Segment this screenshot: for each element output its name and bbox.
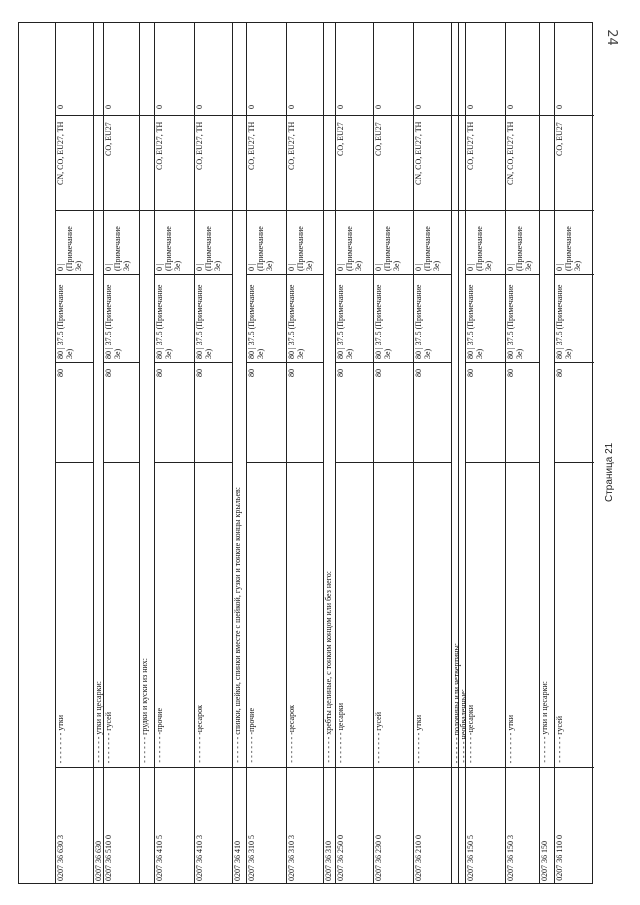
- table-row: [232, 23, 246, 883]
- cell-text-code: 0207 36 150 3: [506, 835, 515, 881]
- cell-desc: [247, 462, 286, 767]
- table-row: [194, 23, 232, 883]
- table-row: [323, 23, 335, 883]
- cell-text-base: 80: [195, 369, 204, 377]
- cell-desc: [466, 462, 505, 767]
- cell-text-origin: CO, EU27, TH: [287, 122, 296, 171]
- cell-desc: [336, 462, 373, 767]
- cell-text-code: 0207 36 110 0: [555, 835, 564, 881]
- cell-text-base: 80: [104, 369, 113, 377]
- cell-last: [104, 23, 139, 115]
- table-row: [103, 23, 139, 883]
- cell-last: [140, 23, 154, 115]
- cell-code: [374, 767, 413, 885]
- cell-rate: [506, 274, 539, 362]
- cell-last: [555, 23, 594, 115]
- cell-origin: [555, 115, 594, 210]
- table-row: [451, 23, 461, 883]
- cell-text-origin: CO, EU27: [336, 122, 345, 156]
- cell-desc: [324, 210, 335, 767]
- cell-desc: [506, 462, 539, 767]
- cell-last: [287, 23, 323, 115]
- cell-text-base: 80: [336, 369, 345, 377]
- cell-zero: [555, 210, 594, 274]
- cell-base: [287, 362, 323, 462]
- cell-text-rate: 80 | 37.5 (Примечание 3е): [56, 284, 74, 359]
- tariff-table: [18, 22, 593, 884]
- cell-desc: [155, 462, 194, 767]
- cell-text-origin: [540, 122, 554, 207]
- cell-text-desc: - - - - - - - утки: [56, 714, 65, 763]
- cell-code: [336, 767, 373, 885]
- cell-code: [555, 767, 594, 885]
- table-row: [554, 23, 594, 883]
- cell-text-rate: 80 | 37.5 (Примечание 3е): [195, 284, 213, 359]
- cell-text-code: 0207 36 150 5: [466, 835, 475, 881]
- cell-origin: [540, 115, 554, 210]
- cell-origin: [140, 115, 154, 210]
- cell-text-zero: 0 | (Примечание 3е): [104, 226, 131, 271]
- cell-origin: [233, 115, 246, 210]
- cell-text-base: 80: [414, 369, 423, 377]
- cell-origin: [94, 115, 103, 210]
- cell-origin: [374, 115, 413, 210]
- cell-text-desc: - - - - - - - утки: [414, 714, 423, 763]
- cell-text-last: 0: [374, 105, 383, 109]
- cell-rate: [466, 274, 505, 362]
- cell-rate: [247, 274, 286, 362]
- cell-last: [540, 23, 554, 115]
- cell-text-last: 0: [414, 105, 423, 109]
- cell-origin: [414, 115, 451, 210]
- cell-last: [414, 23, 451, 115]
- cell-rate: [287, 274, 323, 362]
- cell-origin: [104, 115, 139, 210]
- table-row: [539, 23, 554, 883]
- cell-desc: [140, 210, 154, 767]
- table-row: [465, 23, 505, 883]
- cell-code: [233, 767, 246, 885]
- cell-text-base: 80: [466, 369, 475, 377]
- cell-text-last: [324, 29, 335, 109]
- cell-base: [56, 362, 93, 462]
- cell-code: [459, 767, 465, 885]
- cell-text-origin: CO, EU27, TH: [247, 122, 256, 171]
- cell-text-base: 80: [374, 369, 383, 377]
- cell-code: [466, 767, 505, 885]
- cell-code: [104, 767, 139, 885]
- cell-last: [452, 23, 458, 115]
- cell-code: [540, 767, 554, 885]
- cell-text-desc: - - - - - - половины или четвертины:: [452, 642, 461, 763]
- cell-text-desc: - - - - - необваленные:: [459, 689, 468, 763]
- cell-rate: [414, 274, 451, 362]
- cell-base: [195, 362, 232, 462]
- cell-code: [414, 767, 451, 885]
- cell-last: [94, 23, 103, 115]
- cell-text-code: 0207 36 150: [540, 841, 549, 881]
- cell-text-zero: 0 | (Примечание 3е): [374, 226, 401, 271]
- cell-text-rate: 80 | 37.5 (Примечание 3е): [555, 284, 573, 359]
- cell-text-origin: [452, 122, 458, 207]
- cell-text-origin: [459, 122, 465, 207]
- cell-text-base: 80: [555, 369, 564, 377]
- cell-last: [459, 23, 465, 115]
- cell-text-last: 0: [336, 105, 345, 109]
- table-row: [286, 23, 323, 883]
- table-row: [139, 23, 154, 883]
- cell-base: [155, 362, 194, 462]
- cell-text-desc: - - - - - - -цесарок: [287, 705, 296, 763]
- cell-base: [336, 362, 373, 462]
- cell-code: [287, 767, 323, 885]
- cell-last: [195, 23, 232, 115]
- cell-text-zero: 0 | (Примечание 3е): [56, 226, 83, 271]
- cell-text-last: 0: [195, 105, 204, 109]
- cell-text-last: [140, 29, 154, 109]
- cell-text-zero: 0 | (Примечание 3е): [155, 226, 182, 271]
- handwritten-page-number: 24: [603, 29, 619, 46]
- cell-base: [104, 362, 139, 462]
- cell-text-zero: 0 | (Примечание 3е): [414, 226, 441, 271]
- cell-last: [336, 23, 373, 115]
- cell-rate: [195, 274, 232, 362]
- cell-text-desc: - - - - - - - цесарки: [336, 702, 345, 763]
- cell-rate: [555, 274, 594, 362]
- cell-text-origin: CN, CO, EU27, TH: [56, 122, 65, 186]
- cell-last: [233, 23, 246, 115]
- cell-text-origin: CO, EU27: [374, 122, 383, 156]
- cell-rate: [104, 274, 139, 362]
- cell-text-rate: 80 | 37.5 (Примечание 3е): [374, 284, 392, 359]
- cell-code: [140, 767, 154, 885]
- cell-text-desc: - - - - - - - гусей: [374, 711, 383, 763]
- cell-text-zero: 0 | (Примечание 3е): [555, 226, 582, 271]
- cell-text-origin: CN, CO, EU27, TH: [506, 122, 515, 186]
- cell-zero: [414, 210, 451, 274]
- cell-code: [195, 767, 232, 885]
- cell-text-last: 0: [287, 105, 296, 109]
- cell-text-code: 0207 36 250 0: [336, 835, 345, 881]
- cell-text-zero: 0 | (Примечание 3е): [195, 226, 222, 271]
- cell-text-code: 0207 36 230 0: [374, 835, 383, 881]
- cell-zero: [506, 210, 539, 274]
- cell-text-desc: - - - - - - спинки, шейки, спинки вместе с шейкой, гузки и тонкие концы крыльев:: [233, 487, 242, 763]
- cell-text-origin: [233, 122, 246, 207]
- cell-text-origin: CO, EU27: [104, 122, 113, 156]
- cell-text-origin: [140, 122, 154, 207]
- table-row: [55, 23, 93, 883]
- cell-zero: [195, 210, 232, 274]
- cell-origin: [336, 115, 373, 210]
- cell-text-code: 0207 36 410: [233, 841, 242, 881]
- cell-rate: [56, 274, 93, 362]
- cell-last: [247, 23, 286, 115]
- cell-text-desc: - - - - - - -прочие: [247, 708, 256, 763]
- cell-desc: [414, 462, 451, 767]
- cell-text-origin: [324, 122, 335, 207]
- cell-text-last: 0: [506, 105, 515, 109]
- cell-text-zero: 0 | (Примечание 3е): [466, 226, 493, 271]
- cell-text-origin: CO, EU27, TH: [195, 122, 204, 171]
- cell-text-origin: CN, CO, EU27, TH: [414, 122, 423, 186]
- cell-text-code: 0207 36 310: [324, 841, 333, 881]
- cell-desc: [287, 462, 323, 767]
- cell-origin: [155, 115, 194, 210]
- cell-code: [155, 767, 194, 885]
- cell-origin: [195, 115, 232, 210]
- table-row: [373, 23, 413, 883]
- cell-text-last: 0: [155, 105, 164, 109]
- cell-text-code: 0207 36 630 3: [56, 835, 65, 881]
- cell-text-last: [94, 29, 103, 109]
- cell-text-last: [233, 29, 246, 109]
- cell-text-code: 0207 36 410 3: [195, 835, 204, 881]
- cell-desc: [56, 462, 93, 767]
- cell-origin: [324, 115, 335, 210]
- cell-text-origin: [94, 122, 103, 207]
- cell-text-code: 0207 36 410 5: [155, 835, 164, 881]
- cell-code: [247, 767, 286, 885]
- cell-text-zero: 0 | (Примечание 3е): [247, 226, 274, 271]
- cell-text-origin: CO, EU27: [555, 122, 564, 156]
- cell-origin: [287, 115, 323, 210]
- cell-origin: [247, 115, 286, 210]
- cell-text-base: 80: [155, 369, 164, 377]
- cell-code: [56, 767, 93, 885]
- cell-last: [155, 23, 194, 115]
- cell-zero: [287, 210, 323, 274]
- cell-text-desc: - - - - - - - гусей: [104, 711, 113, 763]
- cell-text-code: 0207 36 210 0: [414, 835, 423, 881]
- cell-zero: [104, 210, 139, 274]
- cell-zero: [336, 210, 373, 274]
- cell-zero: [466, 210, 505, 274]
- cell-last: [374, 23, 413, 115]
- cell-origin: [56, 115, 93, 210]
- table-row: [246, 23, 286, 883]
- cell-text-desc: - - - - - - хребты целиные, с тонким концом или без него:: [324, 571, 333, 763]
- cell-desc: [104, 462, 139, 767]
- cell-text-zero: 0 | (Примечание 3е): [336, 226, 363, 271]
- cell-text-code: 0207 36 510 0: [104, 835, 113, 881]
- table-row: [93, 23, 103, 883]
- cell-desc: [452, 210, 461, 767]
- page-label: Страница 21: [604, 442, 615, 502]
- cell-base: [555, 362, 594, 462]
- cell-origin: [459, 115, 465, 210]
- cell-text-rate: 80 | 37.5 (Примечание 3е): [336, 284, 354, 359]
- cell-text-base: 80: [506, 369, 515, 377]
- cell-last: [56, 23, 93, 115]
- cell-text-last: 0: [56, 105, 65, 109]
- cell-text-desc: - - - - - - -прочие: [155, 708, 164, 763]
- cell-text-base: 80: [287, 369, 296, 377]
- cell-text-rate: 80 | 37.5 (Примечание 3е): [287, 284, 305, 359]
- cell-text-desc: - - - - - - гусей: [555, 716, 564, 763]
- table-row: [413, 23, 451, 883]
- cell-text-desc: - - - - - - утки и цесарки:: [94, 681, 103, 763]
- cell-zero: [155, 210, 194, 274]
- cell-text-rate: 80 | 37.5 (Примечание 3е): [414, 284, 432, 359]
- cell-text-desc: - - - - - - - утки: [506, 714, 515, 763]
- cell-text-rate: 80 | 37.5 (Примечание 3е): [155, 284, 173, 359]
- cell-text-origin: CO, EU27, TH: [466, 122, 475, 171]
- cell-text-code: 0207 36 310 5: [247, 835, 256, 881]
- cell-desc: [540, 210, 554, 767]
- cell-text-rate: 80 | 37.5 (Примечание 3е): [247, 284, 265, 359]
- cell-desc: [94, 210, 103, 767]
- table-row: [154, 23, 194, 883]
- cell-text-code: 0207 36 310 3: [287, 835, 296, 881]
- cell-text-desc: - - - - - - утки и цесарки:: [540, 681, 549, 763]
- cell-text-desc: - - - - - - -цесарок: [195, 705, 204, 763]
- cell-text-last: 0: [555, 105, 564, 109]
- cell-text-last: 0: [247, 105, 256, 109]
- cell-text-base: 80: [247, 369, 256, 377]
- cell-code: [452, 767, 458, 885]
- cell-text-desc: - - - - - - грудки и куски из них:: [140, 658, 149, 763]
- cell-rate: [374, 274, 413, 362]
- cell-desc: [195, 462, 232, 767]
- cell-text-code: 0207 36 630: [94, 841, 103, 881]
- cell-origin: [506, 115, 539, 210]
- cell-text-last: [452, 29, 458, 109]
- cell-desc: [374, 462, 413, 767]
- cell-base: [374, 362, 413, 462]
- cell-zero: [247, 210, 286, 274]
- cell-text-last: [540, 29, 554, 109]
- cell-rate: [336, 274, 373, 362]
- cell-text-origin: CO, EU27, TH: [155, 122, 164, 171]
- cell-text-rate: 80 | 37.5 (Примечание 3е): [506, 284, 524, 359]
- cell-text-zero: 0 | (Примечание 3е): [287, 226, 314, 271]
- cell-code: [324, 767, 335, 885]
- cell-desc: [555, 462, 594, 767]
- cell-rate: [155, 274, 194, 362]
- cell-code: [506, 767, 539, 885]
- cell-code: [94, 767, 103, 885]
- cell-zero: [374, 210, 413, 274]
- cell-zero: [56, 210, 93, 274]
- cell-desc: [233, 210, 246, 767]
- cell-text-rate: 80 | 37.5 (Примечание 3е): [104, 284, 122, 359]
- cell-base: [466, 362, 505, 462]
- cell-base: [247, 362, 286, 462]
- cell-text-base: 80: [56, 369, 65, 377]
- cell-origin: [466, 115, 505, 210]
- cell-origin: [452, 115, 458, 210]
- table-row: [335, 23, 373, 883]
- cell-text-last: 0: [466, 105, 475, 109]
- cell-base: [506, 362, 539, 462]
- cell-last: [324, 23, 335, 115]
- table-row: [505, 23, 539, 883]
- cell-text-last: [459, 29, 465, 109]
- cell-text-rate: 80 | 37.5 (Примечание 3е): [466, 284, 484, 359]
- cell-text-desc: - - - - - - -цесарки: [466, 704, 475, 763]
- cell-text-zero: 0 | (Примечание 3е): [506, 226, 533, 271]
- cell-base: [414, 362, 451, 462]
- cell-last: [466, 23, 505, 115]
- cell-text-last: 0: [104, 105, 113, 109]
- cell-last: [506, 23, 539, 115]
